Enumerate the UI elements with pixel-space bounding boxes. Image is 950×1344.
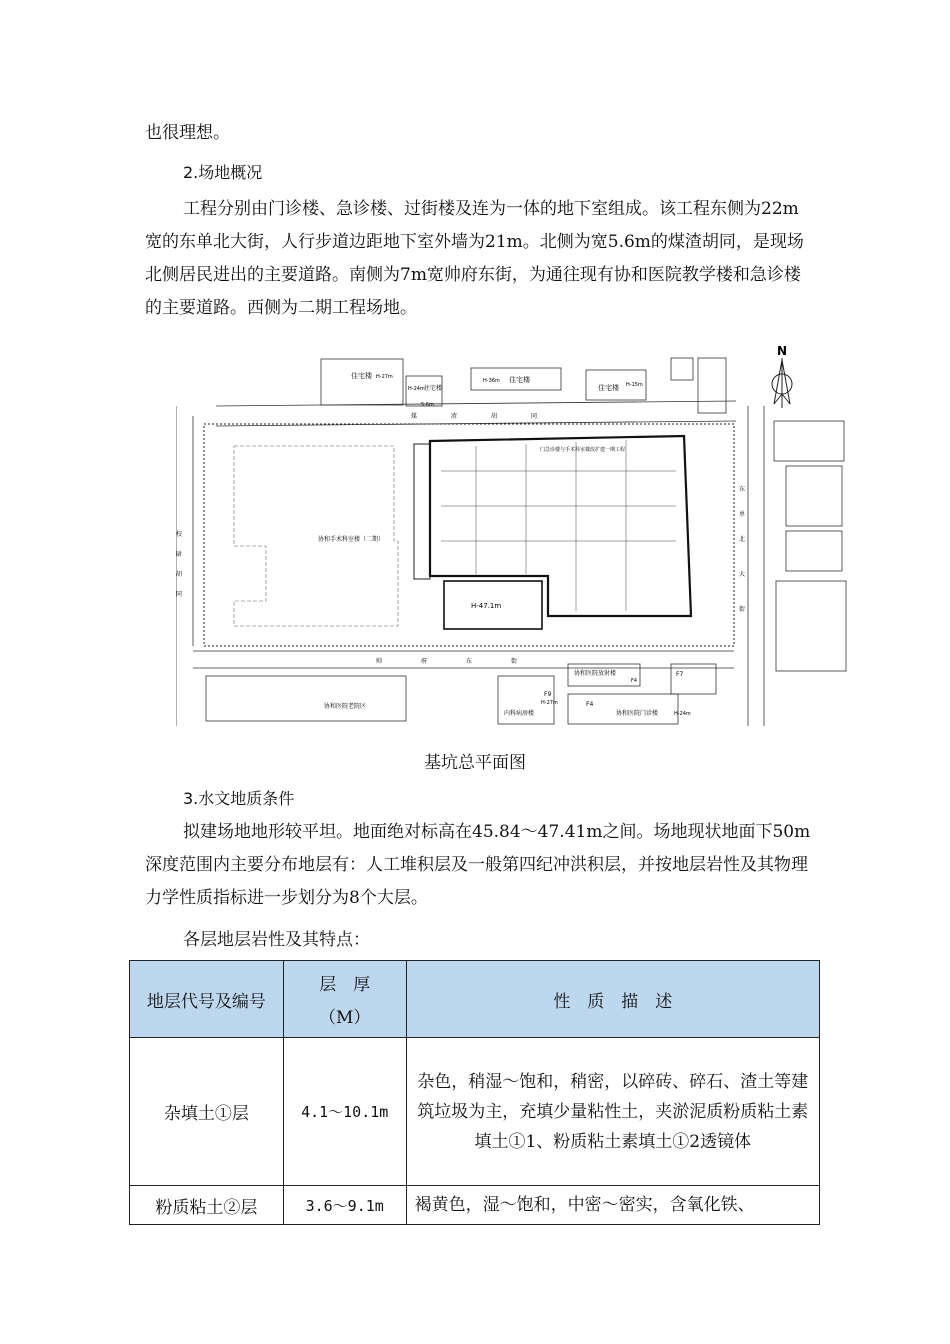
cell-layer: 杂填土①层 (130, 1038, 284, 1186)
label-project: 门急诊楼与手术科室楼改扩建一期工程 (540, 447, 626, 453)
label-res4-h: H-15m (626, 382, 643, 388)
label-south-1: 帅 (376, 658, 383, 665)
header-thickness-line2: （M） (318, 1008, 371, 1028)
header-layer: 地层代号及编号 (130, 961, 284, 1038)
label-res2: 住宅楼 (424, 385, 443, 392)
label-east-3: 北 (739, 536, 746, 543)
section-2-body: 工程分别由门诊楼、急诊楼、过街楼及连为一体的地下室组成。该工程东侧为22m宽的东单北大街，人行步道边距地下室外墙为21m。北侧为宽5.6m的煤渣胡同，是现场北侧居民进出的主要道路。南侧为7m宽帅府东街，为通往现有协和医院教学楼和急诊楼的主要道路。西侧为二期工程场地。 (145, 199, 804, 318)
label-internal: 内科病房楼 (504, 710, 535, 717)
label-west-2: 尉 (176, 551, 183, 558)
label-hosp-old: 协和医院老院区 (324, 703, 367, 710)
table-intro: 各层地层岩性及其特点： (183, 930, 370, 950)
label-h47: H-47.1m (471, 602, 502, 610)
figure-caption: 基坑总平面图 (424, 753, 526, 773)
north-arrow-icon (772, 346, 792, 408)
table-header-row (130, 961, 820, 1038)
table-row (130, 1038, 820, 1186)
label-east-5: 街 (739, 606, 746, 613)
label-lane-1: 煤 (411, 413, 418, 420)
header-description: 性 质 描 述 (406, 961, 819, 1038)
label-lane-width: 5.6m (421, 402, 434, 408)
cell-thickness: 4.1～10.1m (283, 1038, 406, 1186)
label-east-1: 东 (739, 486, 746, 493)
table-row (130, 1186, 820, 1225)
cell-thickness: 3.6～9.1m (283, 1186, 406, 1225)
header-thickness (283, 961, 406, 1038)
label-lane-2: 渣 (451, 413, 458, 420)
label-res4: 住宅楼 (598, 384, 619, 392)
cell-layer: 粉质粘土②层 (130, 1186, 284, 1225)
label-f7: F7 (676, 671, 684, 678)
section-2-heading: 2.场地概况 (183, 163, 263, 182)
label-lane-4: 同 (531, 413, 538, 420)
cell-description: 褐黄色，湿～饱和，中密～密实，含氧化铁、 (406, 1186, 819, 1225)
label-outpatient: 协和医院门诊楼 (616, 710, 659, 717)
strata-table (129, 960, 820, 1225)
section-3-heading: 3.水文地质条件 (183, 789, 295, 808)
label-h27b: H-27m (541, 700, 558, 706)
label-east-4: 大 (739, 571, 746, 578)
site-plan-figure (176, 346, 852, 726)
label-lane-3: 胡 (491, 413, 498, 420)
intro-line: 也很理想。 (145, 123, 230, 143)
label-west-3: 胡 (176, 571, 183, 578)
label-res3-h: H-36m (483, 378, 500, 384)
header-thickness-line1: 层 厚 (319, 975, 371, 995)
label-res3: 住宅楼 (509, 376, 530, 384)
label-f9: F9 (544, 691, 552, 698)
label-west-4: 同 (176, 591, 183, 598)
label-south-2: 府 (421, 658, 428, 665)
label-f4a: F4 (631, 678, 638, 684)
label-south-4: 街 (511, 658, 518, 665)
label-south-3: 东 (466, 658, 473, 665)
north-label: N (777, 346, 788, 358)
label-f4b: F4 (586, 701, 594, 708)
label-res1-h: H-27m (376, 374, 393, 380)
label-radiology: 协和医院放射楼 (574, 670, 617, 677)
section-3-body: 拟建场地地形较平坦。地面绝对标高在45.84～47.41m之间。场地现状地面下50m深度范围内主要分布地层有：人工堆积层及一般第四纪冲洪积层，并按地层岩性及其物理力学性质指标进一步划分为8个大层。 (145, 822, 811, 908)
label-east-2: 单 (739, 511, 746, 518)
label-west-1: 校 (176, 531, 183, 538)
label-h24b: H-24m (674, 711, 691, 717)
label-res2-h: H-24m (408, 386, 425, 392)
label-phase2: 协和手术科室楼（二期） (318, 536, 385, 543)
cell-description: 杂色，稍湿～饱和，稍密，以碎砖、碎石、渣土等建筑垃圾为主，充填少量粘性土，夹淤泥质粉质粘土素填土①1、粉质粘土素填土①2透镜体 (406, 1038, 819, 1186)
label-res1: 住宅楼 (351, 372, 372, 380)
